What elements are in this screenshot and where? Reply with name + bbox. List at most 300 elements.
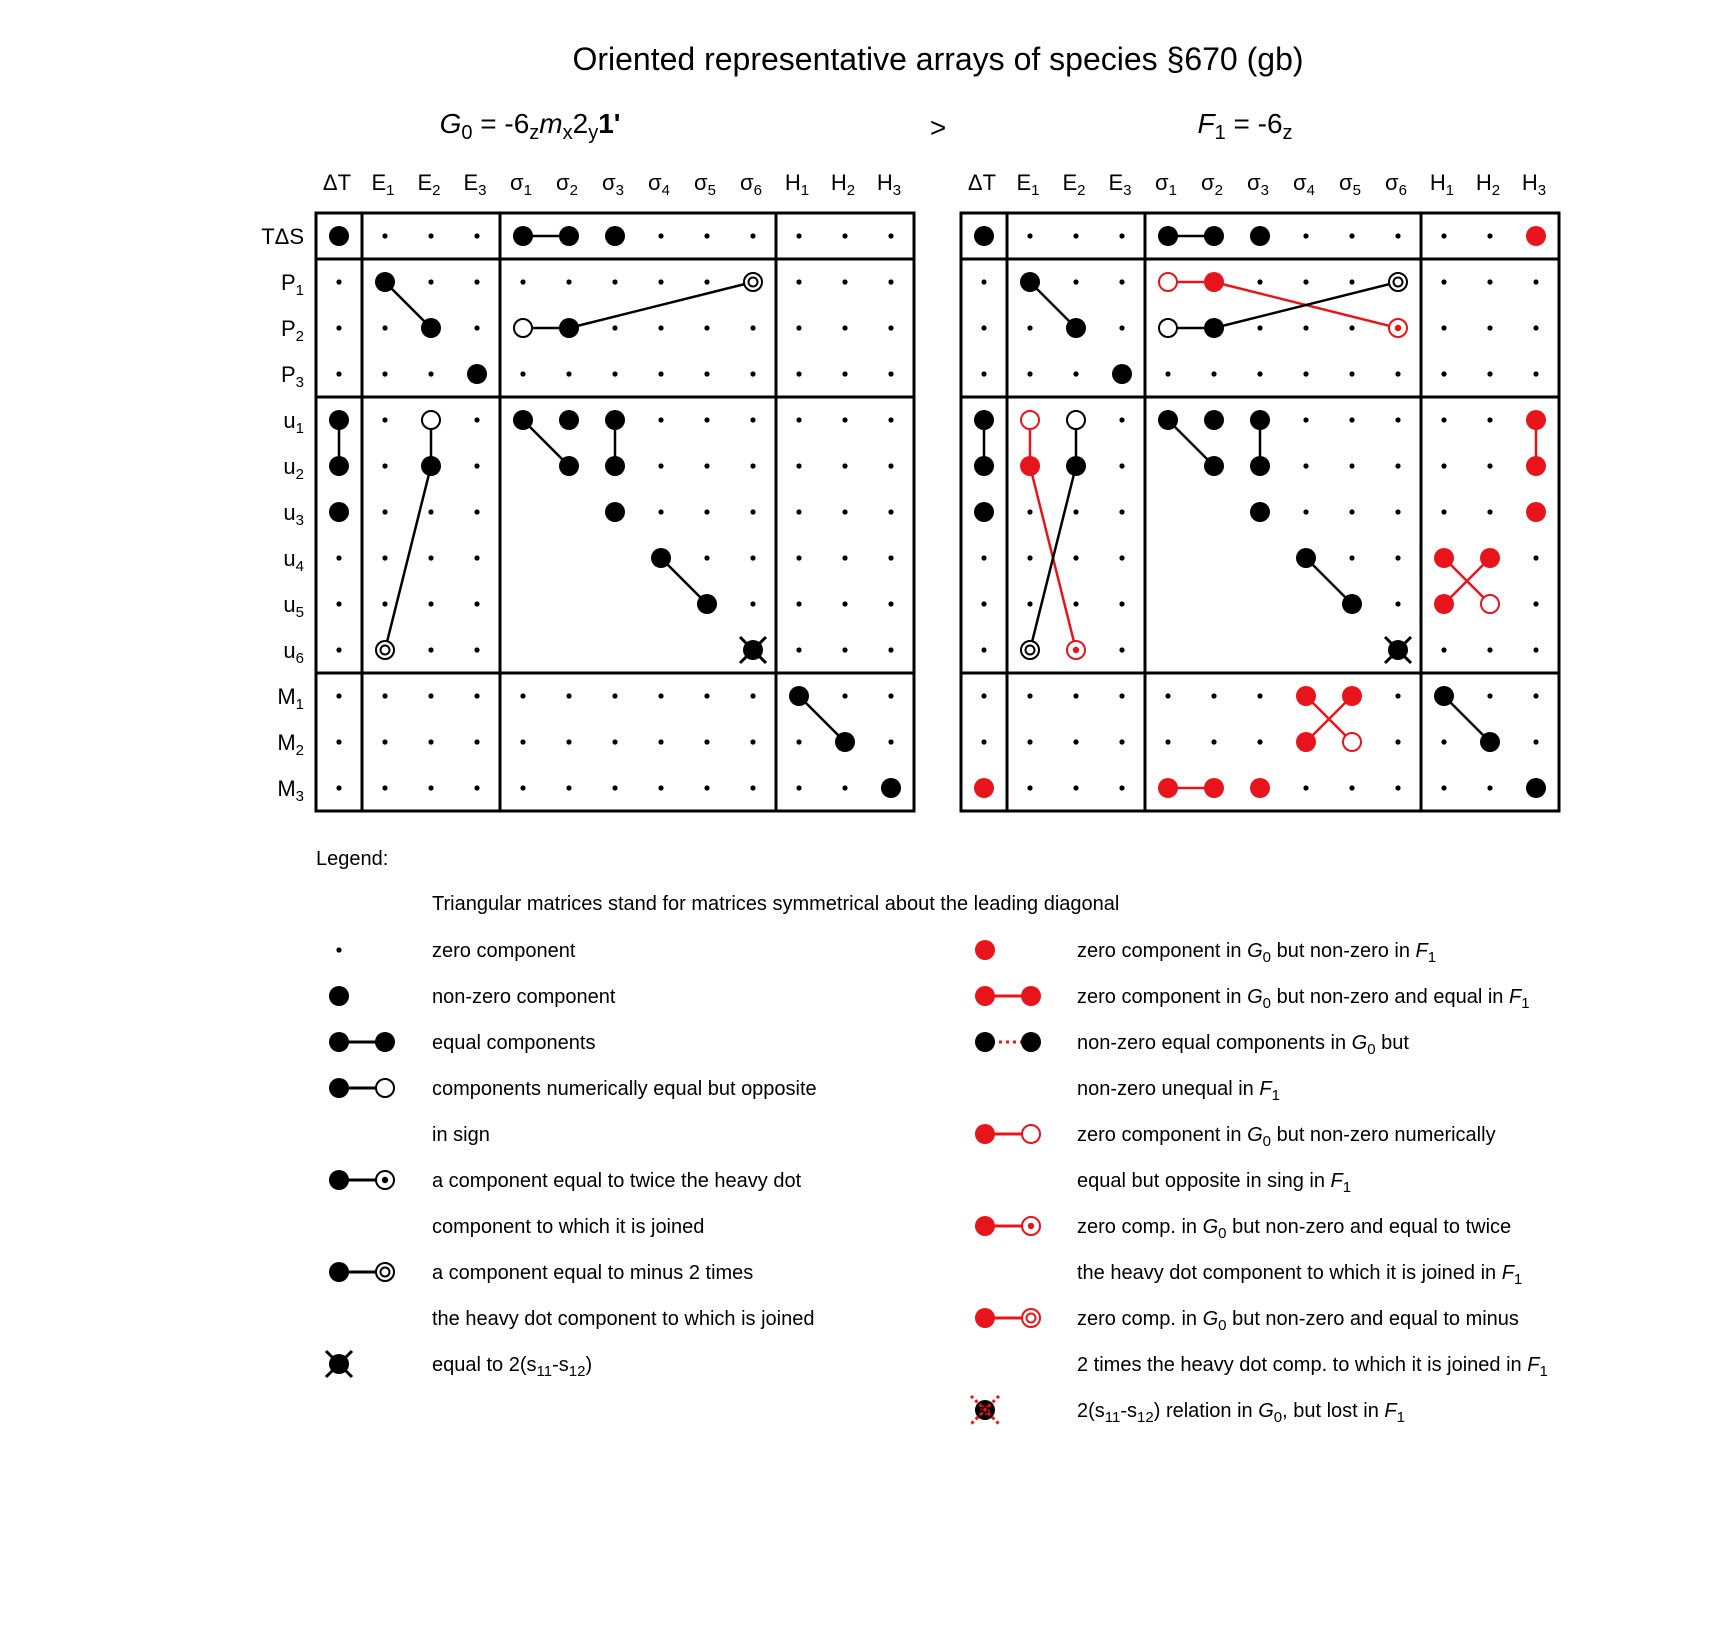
component-filled-12-12 xyxy=(881,778,901,798)
legend-right-text-6-0-part: 2(s xyxy=(1077,1400,1105,1422)
component-relation-line xyxy=(385,466,431,650)
component-filled-7-11 xyxy=(1480,548,1500,568)
legend-right-item-3 xyxy=(975,1124,1496,1196)
zero-component xyxy=(1027,555,1032,560)
left-heading-s1: z xyxy=(529,122,540,144)
zero-component xyxy=(888,279,893,284)
zero-component xyxy=(888,325,893,330)
zero-component xyxy=(658,463,663,468)
legend-right-text-1-0-sub: 0 xyxy=(1262,995,1272,1013)
zero-component xyxy=(566,371,571,376)
legend-left-text-3-1-part: in sign xyxy=(432,1124,490,1146)
legend-icon-red-equal-b xyxy=(1021,986,1041,1006)
component-target-1-9 xyxy=(1389,273,1407,291)
legend-icon-equal-b xyxy=(375,1032,395,1052)
zero-component xyxy=(428,785,433,790)
zero-component xyxy=(1395,739,1400,744)
component-filled-10-10 xyxy=(789,686,809,706)
zero-component xyxy=(1165,739,1170,744)
legend-left-text-4-0 xyxy=(432,1170,802,1192)
legend-left-item-0 xyxy=(336,940,575,962)
column-label-7-base: σ xyxy=(648,170,662,195)
zero-component xyxy=(1303,417,1308,422)
column-label-10-base: H xyxy=(784,170,801,195)
column-label-1-base: E xyxy=(371,170,387,195)
legend-right-text-0-0-italic: F xyxy=(1415,940,1428,962)
legend-right-text-1-0-italic: F xyxy=(1508,986,1522,1008)
zero-component xyxy=(704,463,709,468)
column-label-1 xyxy=(1016,170,1039,199)
row-label-7-sub: 4 xyxy=(295,558,304,576)
zero-component xyxy=(1395,371,1400,376)
zero-component xyxy=(750,325,755,330)
zero-component xyxy=(842,509,847,514)
zero-component xyxy=(704,509,709,514)
legend-right-text-5-0 xyxy=(1077,1308,1519,1334)
zero-component xyxy=(704,785,709,790)
component-open-8-11 xyxy=(1481,595,1499,613)
zero-component xyxy=(474,509,479,514)
matrix-G0 xyxy=(261,170,914,811)
column-label-11-sub: 2 xyxy=(846,182,856,200)
zero-component xyxy=(888,601,893,606)
legend-right-text-2-0-part: non-zero equal components in xyxy=(1077,1032,1352,1054)
column-label-10 xyxy=(785,170,809,199)
row-label-2-base: P xyxy=(280,316,296,341)
zero-component xyxy=(1073,739,1078,744)
zero-component xyxy=(704,739,709,744)
zero-component xyxy=(428,279,433,284)
row-label-11-sub: 2 xyxy=(295,742,304,760)
zero-component xyxy=(520,739,525,744)
column-label-7-sub: 4 xyxy=(661,182,670,200)
component-filled-12-0 xyxy=(974,778,994,798)
legend-right-text-3-1-sub: 1 xyxy=(1342,1179,1352,1197)
legend-left-text-3-0-part: components numerically equal but opposite xyxy=(432,1078,817,1100)
zero-component xyxy=(842,371,847,376)
column-label-8-base: σ xyxy=(1339,170,1353,195)
component-filled-1-1 xyxy=(375,272,395,292)
legend-right-text-5-1-part: 2 times the heavy dot comp. to which it is joined in xyxy=(1077,1354,1528,1376)
zero-component xyxy=(1303,325,1308,330)
component-filled-6-0 xyxy=(329,502,349,522)
legend-right-text-1-0-italic: G xyxy=(1247,986,1263,1008)
column-label-11 xyxy=(1476,170,1500,199)
right-matrix-heading xyxy=(1197,108,1292,144)
zero-component xyxy=(428,647,433,652)
left-heading-bold: 1' xyxy=(598,108,621,139)
zero-component xyxy=(842,325,847,330)
zero-component xyxy=(428,601,433,606)
zero-component xyxy=(658,739,663,744)
legend-left-text-4-0-part: a component equal to twice the heavy dot xyxy=(432,1170,802,1192)
legend-right-text-5-0-part: but non-zero and equal to minus xyxy=(1226,1308,1519,1330)
zero-component xyxy=(428,233,433,238)
legend-right-text-4-1-part: the heavy dot component to which it is joined in xyxy=(1077,1262,1502,1284)
legend-right-text-4-1 xyxy=(1077,1262,1522,1288)
column-label-9-sub: 6 xyxy=(1398,182,1407,200)
zero-component xyxy=(1257,739,1262,744)
row-label-5-base: u xyxy=(283,454,296,479)
zero-component xyxy=(1119,693,1124,698)
zero-component xyxy=(1533,601,1538,606)
zero-component xyxy=(981,325,986,330)
column-label-11-base: H xyxy=(1475,170,1492,195)
legend-left-item-6 xyxy=(326,1351,592,1380)
component-filled-5-6 xyxy=(1250,456,1270,476)
legend-left-item-4 xyxy=(329,1170,802,1238)
zero-component xyxy=(658,371,663,376)
legend-right-text-3-0 xyxy=(1077,1124,1496,1150)
component-filled-0-12 xyxy=(1526,226,1546,246)
zero-component xyxy=(520,785,525,790)
legend-left-text-4-1 xyxy=(432,1216,704,1238)
zero-component xyxy=(1119,647,1124,652)
zero-component xyxy=(1533,647,1538,652)
legend-right-text-6-0-sub: 11 xyxy=(1104,1409,1121,1427)
row-label-2 xyxy=(281,316,304,345)
zero-component xyxy=(1119,463,1124,468)
legend-right-text-5-0-sub: 0 xyxy=(1218,1317,1227,1335)
column-label-3 xyxy=(463,170,486,199)
zero-component xyxy=(1441,279,1446,284)
component-filled-5-5 xyxy=(559,456,579,476)
legend-left-item-2 xyxy=(329,1032,595,1054)
zero-component xyxy=(1441,785,1446,790)
zero-component xyxy=(842,693,847,698)
zero-component xyxy=(1027,233,1032,238)
component-target-9-1 xyxy=(376,641,394,659)
column-label-0 xyxy=(323,170,351,195)
zero-component xyxy=(612,785,617,790)
column-label-12-base: H xyxy=(876,170,893,195)
row-label-3-base: P xyxy=(280,362,296,387)
zero-component xyxy=(704,233,709,238)
row-label-4-base: u xyxy=(283,408,296,433)
zero-component xyxy=(1027,785,1032,790)
column-label-5-base: σ xyxy=(1201,170,1215,195)
column-label-5 xyxy=(1201,170,1223,199)
component-filled-1-5 xyxy=(1204,272,1224,292)
zero-component xyxy=(704,555,709,560)
legend-left-text-1-0-part: non-zero component xyxy=(432,986,616,1008)
zero-component xyxy=(796,601,801,606)
zero-component xyxy=(1027,739,1032,744)
legend-left-text-6-0-sub: 12 xyxy=(568,1363,586,1381)
zero-component xyxy=(658,417,663,422)
zero-component xyxy=(336,647,341,652)
column-label-7 xyxy=(1293,170,1315,199)
zero-component xyxy=(1303,509,1308,514)
zero-component xyxy=(428,693,433,698)
component-filled-8-8 xyxy=(1342,594,1362,614)
zero-component xyxy=(382,601,387,606)
row-label-3-sub: 3 xyxy=(295,374,304,392)
legend-right-text-4-0-part: zero comp. in xyxy=(1077,1216,1203,1238)
zero-component xyxy=(474,785,479,790)
zero-component xyxy=(520,693,525,698)
component-open-4-2 xyxy=(1067,411,1085,429)
zero-component xyxy=(981,371,986,376)
column-label-12 xyxy=(877,170,901,199)
legend-layer xyxy=(316,848,1548,1426)
column-label-1 xyxy=(371,170,394,199)
legend-right-item-1 xyxy=(975,986,1530,1012)
legend-right-text-4-0-sub: 0 xyxy=(1218,1225,1227,1243)
component-open-11-8 xyxy=(1343,733,1361,751)
zero-component xyxy=(474,325,479,330)
zero-component xyxy=(1441,463,1446,468)
legend-right-text-5-1 xyxy=(1077,1354,1548,1380)
component-filled-0-0 xyxy=(329,226,349,246)
zero-component xyxy=(1441,647,1446,652)
zero-component xyxy=(520,279,525,284)
column-label-2-base: E xyxy=(417,170,433,195)
zero-component xyxy=(1073,509,1078,514)
legend-right-item-6 xyxy=(971,1396,1405,1426)
component-filled-4-0 xyxy=(329,410,349,430)
column-label-6-base: σ xyxy=(1247,170,1261,195)
zero-component xyxy=(428,371,433,376)
column-label-4 xyxy=(1155,170,1177,199)
legend-right-text-0-0 xyxy=(1077,940,1436,966)
left-heading-two: 2 xyxy=(572,108,589,139)
zero-component xyxy=(1349,509,1354,514)
relation-symbol: > xyxy=(929,112,947,143)
column-label-2-base: E xyxy=(1062,170,1078,195)
column-label-3-sub: 3 xyxy=(478,182,487,200)
legend-right-text-6-0-part: ) relation in xyxy=(1153,1400,1259,1422)
legend-right-text-2-1-sub: 1 xyxy=(1271,1087,1280,1105)
component-filled-0-0 xyxy=(974,226,994,246)
legend-icon-minus2-b xyxy=(376,1263,394,1281)
legend-left-text-5-1 xyxy=(432,1308,814,1330)
zero-component xyxy=(428,555,433,560)
component-filled-7-7 xyxy=(1296,548,1316,568)
row-label-7 xyxy=(283,546,304,575)
legend-right-text-0-0-part: but non-zero in xyxy=(1271,940,1416,962)
legend-right-text-3-1 xyxy=(1077,1170,1351,1196)
zero-component xyxy=(1349,233,1354,238)
row-label-4-sub: 1 xyxy=(295,420,304,438)
matrices-layer xyxy=(261,170,1559,811)
zero-component xyxy=(1211,739,1216,744)
zero-component xyxy=(1073,371,1078,376)
row-label-0 xyxy=(261,224,304,249)
column-label-12 xyxy=(1522,170,1546,199)
zero-component xyxy=(1027,601,1032,606)
zero-component xyxy=(1257,325,1262,330)
zero-component xyxy=(842,555,847,560)
zero-component xyxy=(474,233,479,238)
zero-component xyxy=(1303,279,1308,284)
legend-right-text-6-0 xyxy=(1077,1400,1405,1426)
legend-left-item-1 xyxy=(329,986,616,1008)
zero-component xyxy=(1349,785,1354,790)
column-label-3-sub: 3 xyxy=(1123,182,1132,200)
zero-component xyxy=(981,739,986,744)
zero-component xyxy=(336,693,341,698)
component-filled-4-6 xyxy=(1250,410,1270,430)
column-label-8 xyxy=(1339,170,1361,199)
legend-left-text-5-0 xyxy=(432,1262,753,1284)
legend-right-text-6-0-italic: G xyxy=(1258,1400,1274,1422)
column-label-1-sub: 1 xyxy=(1031,182,1040,200)
zero-component xyxy=(658,509,663,514)
zero-component xyxy=(1395,693,1400,698)
legend-left-text-6-0-part: equal to 2(s xyxy=(432,1354,537,1376)
zero-component xyxy=(382,785,387,790)
legend-right-text-2-0-sub: 0 xyxy=(1367,1041,1376,1059)
zero-component xyxy=(1487,233,1492,238)
legend-icon-red-opposite-a xyxy=(975,1124,995,1144)
component-open-4-1 xyxy=(1021,411,1039,429)
zero-component xyxy=(1533,371,1538,376)
zero-component xyxy=(750,463,755,468)
zero-component xyxy=(382,371,387,376)
row-label-1-base: P xyxy=(280,270,296,295)
legend-right-text-0-0-sub: 0 xyxy=(1262,949,1272,967)
matrix-F1 xyxy=(961,170,1559,811)
component-filled-4-0 xyxy=(974,410,994,430)
zero-component xyxy=(1533,325,1538,330)
row-label-10 xyxy=(277,684,304,713)
zero-component xyxy=(750,601,755,606)
zero-component xyxy=(1119,325,1124,330)
column-label-3-base: E xyxy=(463,170,479,195)
component-filled-5-0 xyxy=(329,456,349,476)
zero-component xyxy=(474,601,479,606)
zero-component xyxy=(1257,279,1262,284)
left-heading-main: = -6 xyxy=(472,108,530,139)
row-label-12-sub: 3 xyxy=(295,788,304,806)
legend-icon-equal-a xyxy=(329,1032,349,1052)
zero-component xyxy=(382,739,387,744)
zero-component xyxy=(1073,785,1078,790)
right-heading-prefix: F xyxy=(1197,108,1215,139)
legend-left-text-6-0 xyxy=(432,1354,592,1380)
component-filled-10-7 xyxy=(1296,686,1316,706)
column-label-2 xyxy=(417,170,440,199)
row-label-6 xyxy=(283,500,304,529)
column-label-10-sub: 1 xyxy=(1445,182,1455,200)
legend-left-text-1-0 xyxy=(432,986,616,1008)
legend-left-text-6-0-part: ) xyxy=(585,1354,593,1376)
column-label-8-base: σ xyxy=(694,170,708,195)
column-label-11 xyxy=(831,170,855,199)
column-label-7-base: σ xyxy=(1293,170,1307,195)
column-label-4-sub: 1 xyxy=(523,182,532,200)
zero-component xyxy=(1441,509,1446,514)
zero-component xyxy=(612,279,617,284)
component-filled-0-6 xyxy=(1250,226,1270,246)
zero-component xyxy=(888,417,893,422)
zero-component xyxy=(1027,509,1032,514)
legend-heading: Legend: xyxy=(316,848,389,870)
zero-component xyxy=(1303,463,1308,468)
zero-component xyxy=(888,463,893,468)
zero-component xyxy=(1165,371,1170,376)
component-filled-0-5 xyxy=(559,226,579,246)
legend-right-text-2-0-italic: G xyxy=(1351,1032,1368,1054)
legend-icon-twice-b-center xyxy=(382,1177,388,1183)
zero-component xyxy=(796,739,801,744)
legend-right-text-2-1 xyxy=(1077,1078,1280,1104)
legend-right-text-4-0-part: but non-zero and equal to twice xyxy=(1226,1216,1512,1238)
row-label-10-sub: 1 xyxy=(295,696,304,714)
legend-left-text-3-0 xyxy=(432,1078,817,1100)
legend-right-text-3-1-italic: F xyxy=(1330,1170,1343,1192)
column-label-11-sub: 2 xyxy=(1491,182,1501,200)
legend-right-text-3-0-part: but non-zero numerically xyxy=(1271,1124,1496,1146)
left-heading-prefix: G xyxy=(439,108,462,139)
legend-icon-red-opposite-b xyxy=(1022,1125,1040,1143)
row-label-5 xyxy=(283,454,304,483)
zero-component xyxy=(1487,371,1492,376)
component-open-2-4 xyxy=(514,319,532,337)
legend-left-text-2-0 xyxy=(432,1032,595,1054)
row-label-7-base: u xyxy=(283,546,296,571)
zero-component xyxy=(1119,555,1124,560)
legend-left-text-6-0-part: -s xyxy=(552,1354,569,1376)
column-label-2-sub: 2 xyxy=(1077,182,1086,200)
zero-component xyxy=(704,371,709,376)
legend-icon-nonzero xyxy=(329,986,349,1006)
component-filled-11-11 xyxy=(1480,732,1500,752)
column-label-9 xyxy=(740,170,762,199)
zero-component xyxy=(566,693,571,698)
zero-component xyxy=(1487,785,1492,790)
zero-component xyxy=(1533,555,1538,560)
zero-component xyxy=(1395,417,1400,422)
column-label-5 xyxy=(556,170,578,199)
component-filled-4-5 xyxy=(559,410,579,430)
column-label-9-base: σ xyxy=(740,170,754,195)
column-label-6 xyxy=(602,170,624,199)
legend-right-text-3-0-sub: 0 xyxy=(1262,1133,1272,1151)
zero-component xyxy=(1487,647,1492,652)
legend-icon-red-equal-a xyxy=(975,986,995,1006)
component-filled-11-11 xyxy=(835,732,855,752)
zero-component xyxy=(474,463,479,468)
column-label-6-base: σ xyxy=(602,170,616,195)
legend-icon-twice-a xyxy=(329,1170,349,1190)
legend-left-text-4-1-part: component to which it is joined xyxy=(432,1216,705,1238)
zero-component xyxy=(704,325,709,330)
left-heading-sub: 0 xyxy=(461,122,473,144)
legend-right-item-0 xyxy=(975,940,1436,966)
zero-component xyxy=(612,693,617,698)
legend-right-text-5-1-sub: 1 xyxy=(1539,1363,1548,1381)
row-label-9-base: u xyxy=(283,638,296,663)
component-filled-10-10 xyxy=(1434,686,1454,706)
column-label-9-sub: 6 xyxy=(753,182,762,200)
legend-icon-red-twice-a xyxy=(975,1216,995,1236)
component-filled-8-8 xyxy=(697,594,717,614)
zero-component xyxy=(1027,693,1032,698)
legend-right-text-2-0-part: but xyxy=(1375,1032,1409,1054)
left-heading-m: m xyxy=(539,108,563,139)
column-label-5-base: σ xyxy=(556,170,570,195)
row-label-10-base: M xyxy=(277,684,296,709)
legend-right-text-1-0-part: zero component in xyxy=(1077,986,1248,1008)
zero-component xyxy=(981,555,986,560)
zero-component xyxy=(336,325,341,330)
column-label-12-sub: 3 xyxy=(892,182,902,200)
component-filled-10-8 xyxy=(1342,686,1362,706)
left-heading-s3: y xyxy=(588,122,599,144)
column-label-1-sub: 1 xyxy=(386,182,395,200)
